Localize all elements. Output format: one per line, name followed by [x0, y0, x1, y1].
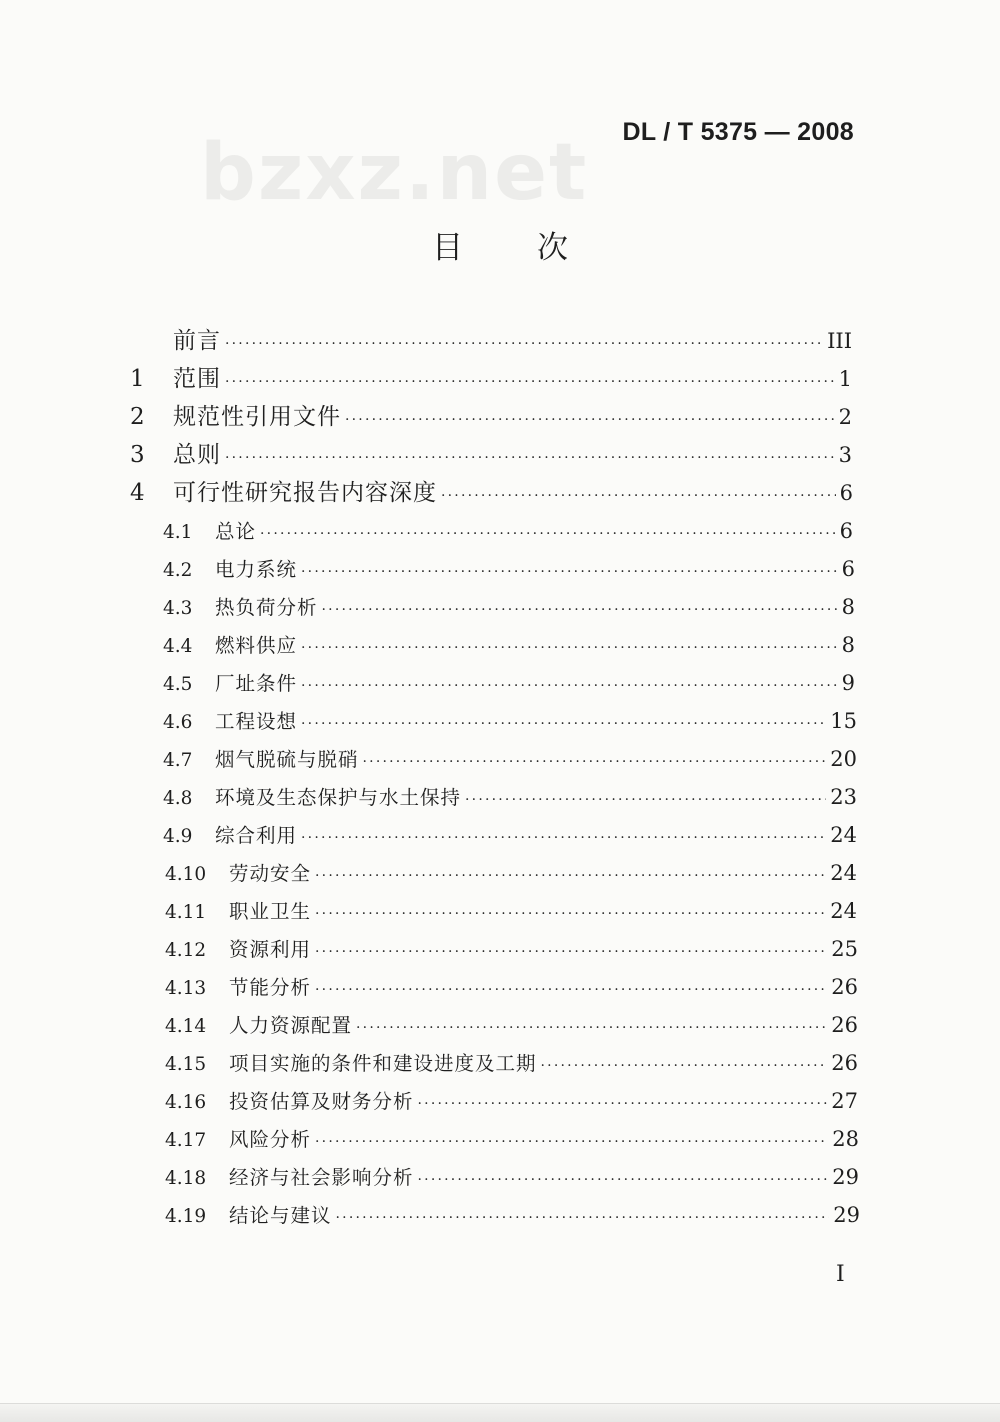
toc-entry-number: 4.12	[165, 940, 207, 961]
toc-dot-leader	[541, 1047, 828, 1085]
toc-entry-label: 前言	[173, 328, 221, 354]
toc-entry-label: 资源利用	[229, 938, 312, 961]
toc-entry-number: 4.14	[165, 1016, 207, 1037]
toc-entry-page: 24	[830, 861, 857, 885]
toc-entry[interactable]	[163, 778, 857, 816]
toc-entry-page: 28	[832, 1127, 859, 1151]
toc-entry[interactable]	[163, 626, 855, 664]
toc-entry-label: 燃料供应	[215, 634, 298, 657]
toc-entry-page: 26	[831, 1013, 858, 1037]
toc-entry-label: 总则	[173, 442, 221, 468]
toc-entry-page: 29	[833, 1203, 860, 1227]
toc-entry-number: 4.17	[165, 1130, 207, 1151]
toc-entry[interactable]	[165, 1006, 858, 1044]
scan-bottom-edge	[0, 1403, 1000, 1422]
toc-entry[interactable]	[130, 360, 852, 398]
toc-entry-page: 29	[832, 1165, 859, 1189]
toc-entry[interactable]	[130, 436, 852, 474]
toc-entry-number: 1	[130, 366, 145, 392]
toc-entry[interactable]	[163, 550, 855, 588]
toc-dot-leader	[260, 515, 836, 553]
toc-entry-label: 环境及生态保护与水土保持	[215, 786, 462, 809]
toc-entry[interactable]	[165, 854, 857, 892]
toc-entry-number: 4.16	[165, 1092, 207, 1113]
toc-entry-label: 人力资源配置	[229, 1014, 353, 1037]
toc-dot-leader	[336, 1199, 830, 1237]
toc-entry-number: 2	[130, 404, 145, 430]
toc-dot-leader	[418, 1085, 828, 1123]
toc-entry-page: 23	[830, 785, 857, 809]
toc-dot-leader	[225, 363, 835, 401]
toc-entry-label: 投资估算及财务分析	[229, 1090, 414, 1113]
toc-dot-leader	[301, 819, 826, 857]
toc-entry-label: 范围	[173, 366, 221, 392]
toc-entry[interactable]	[165, 892, 857, 930]
toc-dot-leader	[301, 629, 838, 667]
toc-entry-label: 工程设想	[215, 710, 298, 733]
toc-entry-page: 9	[841, 671, 855, 695]
toc-entry-label: 可行性研究报告内容深度	[173, 480, 437, 506]
toc-entry-label: 厂址条件	[215, 672, 298, 695]
toc-entry-page: 26	[831, 975, 858, 999]
toc-entry[interactable]	[163, 512, 853, 550]
toc-entry[interactable]	[163, 664, 855, 702]
toc-dot-leader	[418, 1161, 829, 1199]
toc-entry-number: 4	[130, 480, 145, 506]
toc-entry-label: 总论	[215, 520, 257, 543]
toc-entry-page: 8	[841, 595, 855, 619]
toc-entry[interactable]	[130, 474, 853, 512]
toc-entry-number: 4.15	[165, 1054, 207, 1075]
toc-entry-number: 4.18	[165, 1168, 207, 1189]
toc-entry-label: 经济与社会影响分析	[229, 1166, 414, 1189]
toc-dot-leader	[345, 401, 835, 439]
toc-entry-page: 2	[838, 405, 852, 429]
toc-entry-number: 3	[130, 442, 145, 468]
toc-entry-number: 4.5	[163, 674, 193, 695]
toc-entry-label: 电力系统	[215, 558, 298, 581]
toc-dot-leader	[363, 743, 827, 781]
toc-entry[interactable]	[130, 398, 852, 436]
toc-entry[interactable]	[163, 816, 857, 854]
toc-entry-label: 热负荷分析	[215, 596, 318, 619]
toc-dot-leader	[322, 591, 838, 629]
toc-entry-number: 4.7	[163, 750, 193, 771]
toc-entry-number: 4.4	[163, 636, 193, 657]
toc-entry[interactable]	[165, 1082, 858, 1120]
toc-entry-label: 项目实施的条件和建设进度及工期	[229, 1052, 537, 1075]
toc-entry-page: 27	[831, 1089, 858, 1113]
toc-entry-number: 4.11	[165, 902, 207, 923]
toc-entry-label: 烟气脱硫与脱硝	[215, 748, 359, 771]
toc-entry-number: 4.3	[163, 598, 193, 619]
toc-entry[interactable]	[165, 968, 858, 1006]
toc-entry-number: 4.1	[163, 522, 193, 543]
toc-entry-page: 6	[839, 481, 853, 505]
toc-entry-page: 26	[831, 1051, 858, 1075]
toc-entry[interactable]	[163, 588, 855, 626]
toc-dot-leader	[315, 895, 826, 933]
toc-entry-number: 4.13	[165, 978, 207, 999]
watermark: bzxz.net	[200, 128, 589, 218]
toc-entry[interactable]	[163, 740, 857, 778]
toc-entry-number: 4.10	[165, 864, 207, 885]
toc-entry[interactable]	[165, 1120, 859, 1158]
toc-entry-label: 职业卫生	[229, 900, 312, 923]
toc-dot-leader	[301, 705, 826, 743]
toc-dot-leader	[315, 933, 827, 971]
toc-dot-leader	[315, 857, 826, 895]
toc-entry-page: 25	[831, 937, 858, 961]
toc-entry-page: 1	[838, 367, 852, 391]
toc-entry-page: 3	[838, 443, 852, 467]
toc-entry-number: 4.19	[165, 1206, 207, 1227]
toc-dot-leader	[315, 971, 827, 1009]
toc-dot-leader	[441, 477, 836, 515]
toc-dot-leader	[301, 553, 838, 591]
toc-entry-page: 24	[830, 823, 857, 847]
toc-dot-leader	[301, 667, 838, 705]
toc-entry[interactable]	[165, 1158, 859, 1196]
toc-entry-page: 6	[839, 519, 853, 543]
toc-title: 目次	[432, 230, 642, 266]
toc-entry-page: 8	[841, 633, 855, 657]
toc-entry[interactable]	[130, 322, 852, 360]
toc-entry-label: 规范性引用文件	[173, 404, 341, 430]
toc-entry-number: 4.9	[163, 826, 193, 847]
toc-entry[interactable]	[165, 1196, 860, 1234]
toc-entry-page: III	[827, 329, 852, 353]
toc-entry[interactable]	[165, 1044, 858, 1082]
toc-entry-number: 4.6	[163, 712, 193, 733]
toc-entry-label: 综合利用	[215, 824, 298, 847]
toc-entry-number: 4.2	[163, 560, 193, 581]
toc-dot-leader	[225, 325, 823, 363]
toc-entry-page: 6	[841, 557, 855, 581]
toc-entry-label: 劳动安全	[229, 862, 312, 885]
toc-entry-number: 4.8	[163, 788, 193, 809]
toc-entry-label: 风险分析	[229, 1128, 312, 1151]
toc-dot-leader	[465, 781, 826, 819]
toc-dot-leader	[225, 439, 835, 477]
document-code: DL / T 5375 — 2008	[622, 118, 854, 146]
toc-entry-label: 结论与建议	[229, 1204, 332, 1227]
toc-entry-page: 15	[830, 709, 857, 733]
toc-entry-page: 20	[830, 747, 857, 771]
toc-dot-leader	[356, 1009, 827, 1047]
page-number: I	[836, 1262, 845, 1287]
toc-dot-leader	[315, 1123, 828, 1161]
toc-entry-label: 节能分析	[229, 976, 312, 999]
toc-entry[interactable]	[163, 702, 857, 740]
toc-entry-page: 24	[830, 899, 857, 923]
toc-entry[interactable]	[165, 930, 858, 968]
